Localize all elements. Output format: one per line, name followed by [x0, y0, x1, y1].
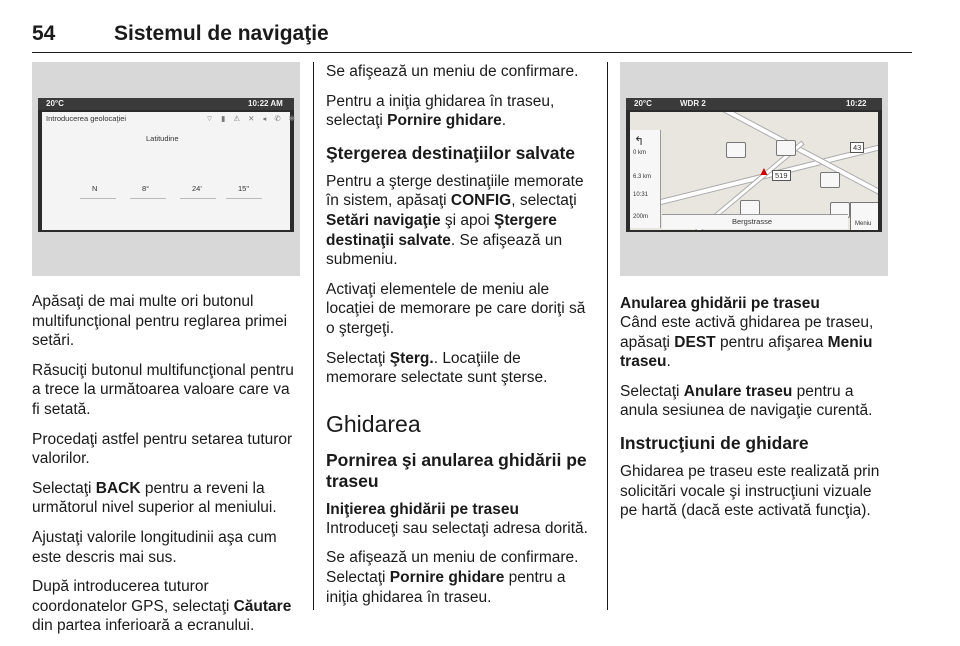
- screen-content: [42, 112, 299, 230]
- status-bar: [38, 98, 294, 110]
- paragraph: Ajustaţi valorile longitudinii aşa cum este descris mai sus.: [32, 528, 277, 566]
- paragraph: Selectaţi Anulare traseu pentru a anula sesiunea de navigaţie curentă.: [620, 382, 873, 420]
- radio-station: WDR 2: [680, 99, 706, 108]
- column-middle: [326, 62, 594, 617]
- menu-button[interactable]: [850, 202, 878, 230]
- street-bar: [662, 214, 848, 229]
- cell-underline: [226, 198, 262, 199]
- map-view[interactable]: [630, 112, 878, 230]
- navigation-screen-photo: [620, 62, 888, 276]
- temperature: 20°C: [634, 99, 652, 108]
- temperature: 20°C: [46, 99, 64, 108]
- display-screen: [626, 98, 882, 232]
- column-divider: [313, 62, 314, 610]
- menu-title: Introducerea geolocaţiei: [46, 114, 127, 123]
- value-direction[interactable]: N: [92, 184, 98, 193]
- arrival-time: 10:31: [633, 192, 649, 198]
- poi-icon[interactable]: [820, 172, 840, 188]
- guidance-panel: [630, 130, 661, 228]
- paragraph: Selectaţi BACK pentru a reveni la următorul nivel superior al meniului.: [32, 479, 277, 517]
- car-position-icon: ▲: [758, 164, 770, 178]
- route-number: 519: [772, 170, 791, 181]
- status-icons: ⌔ ▮ ⚠ ✕ ◂ ✆ ✱: [206, 114, 299, 123]
- subsection-heading: Anularea ghidării pe traseu: [620, 295, 820, 312]
- clock: 10:22 AM: [248, 99, 283, 108]
- road-number: 43: [850, 142, 864, 153]
- display-screen: [38, 98, 299, 232]
- field-label: Latitudine: [146, 134, 179, 143]
- paragraph: Se afişează un meniu de confirmare.: [326, 63, 579, 80]
- menu-label: Meniu: [855, 221, 872, 227]
- clock: 10:22: [846, 99, 867, 108]
- paragraph: Ghidarea pe traseu este realizată prin solicitări vocale şi instrucţiuni vizuale pe hartă (dacă este activată funcţia).: [620, 462, 880, 520]
- section-heading: Instrucţiuni de ghidare: [620, 432, 809, 453]
- paragraph: Pentru a iniţia ghidarea în traseu, selectaţi Pornire ghidare.: [326, 92, 555, 130]
- paragraph: Pentru a şterge destinaţiile memorate în sistem, apăsaţi CONFIG, selectaţi Setări navigaţie şi apoi Ştergere destinaţii salvate. Se afişează un submeniu.: [326, 172, 584, 269]
- section-heading: Pornirea şi anularea ghidării pe traseu: [326, 449, 587, 491]
- paragraph: După introducerea tuturor coordonatelor GPS, selectaţi Căutare din partea inferioară a ecranului.: [32, 578, 292, 635]
- paragraph: Selectaţi Şterg.. Locaţiile de memorare selectate sunt şterse.: [326, 349, 548, 387]
- page-header: [32, 22, 912, 53]
- paragraph: Apăsaţi de mai multe ori butonul multifuncţional pentru reglarea primei setări.: [32, 293, 288, 350]
- column-divider: [607, 62, 608, 610]
- page-number: 54: [32, 22, 56, 45]
- paragraph: Introduceţi sau selectaţi adresa dorită.: [326, 519, 588, 537]
- paragraph: Activaţi elementele de meniu ale locaţiei de memorare pe care doriţi să o ştergeţi.: [326, 280, 586, 337]
- geolocation-screen-photo: [32, 62, 300, 276]
- street-name: Bergstrasse: [732, 217, 773, 226]
- cell-underline: [180, 198, 216, 199]
- paragraph: Procedaţi astfel pentru setarea tuturor valorilor.: [32, 430, 293, 468]
- paragraph: Se afişează un meniu de confirmare. Selectaţi Pornire ghidare pentru a iniţia ghidarea în traseu.: [326, 549, 579, 606]
- cell-underline: [80, 198, 116, 199]
- map-scale: 200m: [633, 214, 649, 220]
- subsection-heading: Iniţierea ghidării pe traseu: [326, 500, 519, 518]
- cell-underline: [130, 198, 166, 199]
- poi-icon[interactable]: [726, 142, 746, 158]
- status-bar: [626, 98, 882, 110]
- poi-icon[interactable]: [776, 140, 796, 156]
- value-degrees[interactable]: 8°: [142, 184, 150, 193]
- value-seconds[interactable]: 15": [238, 184, 250, 193]
- value-minutes[interactable]: 24': [192, 184, 202, 193]
- column-left: [32, 62, 300, 646]
- distance-next: 0 km: [633, 150, 647, 156]
- paragraph: Răsuciţi butonul multifuncţional pentru a trece la următoarea valoare care va fi setată.: [32, 361, 294, 418]
- page-title: Sistemul de navigaţie: [114, 22, 329, 45]
- turn-arrow-icon: ↰: [634, 134, 645, 148]
- section-heading: Ştergerea destinaţiilor salvate: [326, 142, 575, 163]
- chapter-heading: Ghidarea: [326, 410, 421, 437]
- paragraph: Când este activă ghidarea pe traseu, apăsaţi DEST pentru afişarea Meniu traseu.: [620, 314, 874, 371]
- column-right: [620, 62, 888, 531]
- distance-remaining: 6.3 km: [633, 174, 652, 180]
